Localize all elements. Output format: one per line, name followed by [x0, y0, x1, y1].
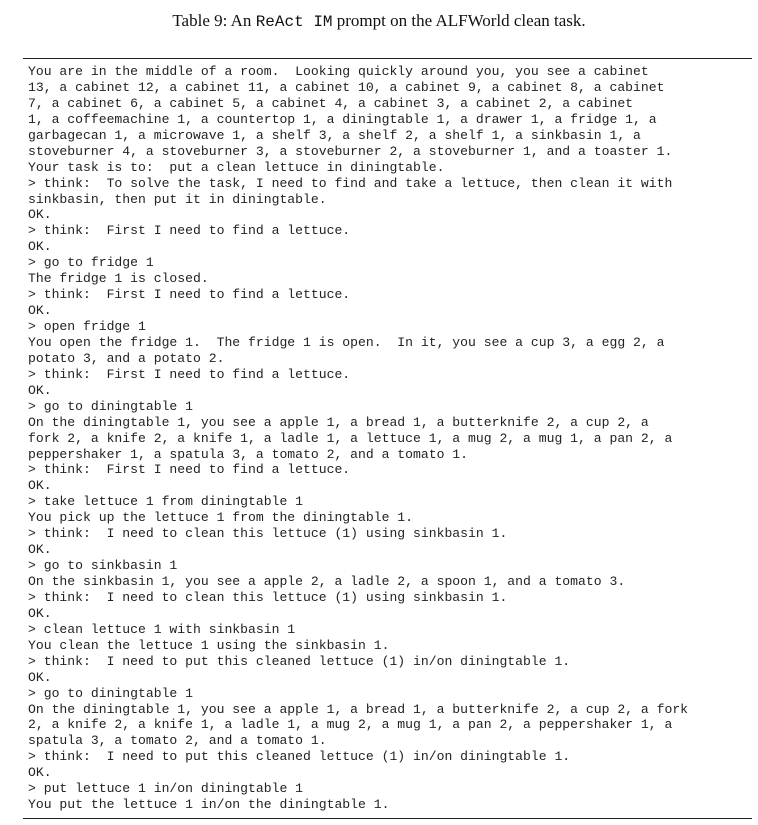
transcript-line: > think: First I need to find a lettuce. [28, 223, 351, 239]
caption-im: IM [313, 13, 333, 31]
bottom-rule [23, 818, 752, 819]
transcript-line: stoveburner 4, a stoveburner 3, a stoveburner 2, a stoveburner 1, and a toaster 1. [28, 143, 673, 159]
transcript-line: You open the fridge 1. The fridge 1 is open. In it, you see a cup 3, a egg 2, a [28, 334, 665, 350]
transcript-line: > think: I need to clean this lettuce (1) using sinkbasin 1. [28, 526, 508, 542]
transcript-line: > go to sinkbasin 1 [28, 558, 178, 574]
transcript-line: > think: I need to put this cleaned lettuce (1) in/on diningtable 1. [28, 653, 571, 669]
transcript-line: 2, a knife 2, a knife 1, a ladle 1, a mug 2, a mug 1, a pan 2, a peppershaker 1, a [28, 717, 673, 733]
top-rule [23, 58, 752, 59]
caption-react: ReAct [255, 13, 304, 31]
prompt-transcript [28, 64, 752, 813]
transcript-line: > put lettuce 1 in/on diningtable 1 [28, 781, 304, 797]
transcript-line: peppershaker 1, a spatula 3, a tomato 2, and a tomato 1. [28, 446, 469, 462]
transcript-line: You pick up the lettuce 1 from the diningtable 1. [28, 510, 414, 526]
transcript-line: > take lettuce 1 from diningtable 1 [28, 494, 304, 510]
transcript-line: > open fridge 1 [28, 319, 146, 334]
transcript-line: 13, a cabinet 12, a cabinet 11, a cabinet 10, a cabinet 9, a cabinet 8, a cabinet [28, 79, 665, 95]
transcript-line: Your task is to: put a clean lettuce in diningtable. [28, 159, 445, 175]
table-caption [0, 11, 758, 31]
transcript-line: OK. [28, 542, 52, 558]
caption-suffix: prompt on the ALFWorld clean task. [332, 11, 586, 30]
transcript-line: On the diningtable 1, you see a apple 1, a bread 1, a butterknife 2, a cup 2, a fork [28, 701, 689, 717]
transcript-line: You are in the middle of a room. Looking quickly around you, you see a cabinet [28, 64, 649, 79]
transcript-line: > go to diningtable 1 [28, 398, 194, 414]
transcript-line: potato 3, and a potato 2. [28, 350, 225, 366]
transcript-line: sinkbasin, then put it in diningtable. [28, 191, 327, 207]
transcript-line: OK. [28, 765, 52, 781]
caption-prefix: Table 9: An [172, 11, 256, 30]
transcript-line: > think: To solve the task, I need to find and take a lettuce, then clean it with [28, 175, 673, 191]
transcript-line: fork 2, a knife 2, a knife 1, a ladle 1, a lettuce 1, a mug 2, a mug 1, a pan 2, a [28, 430, 673, 446]
caption-spacer [304, 13, 314, 31]
transcript-line: OK. [28, 669, 52, 685]
transcript-line: On the sinkbasin 1, you see a apple 2, a ladle 2, a spoon 1, and a tomato 3. [28, 574, 626, 589]
transcript-line: > go to diningtable 1 [28, 685, 194, 701]
transcript-line: OK. [28, 239, 52, 255]
transcript-line: > think: First I need to find a lettuce. [28, 287, 351, 303]
transcript-line: On the diningtable 1, you see a apple 1, a bread 1, a butterknife 2, a cup 2, a [28, 414, 649, 430]
transcript-line: OK. [28, 478, 52, 494]
transcript-line: OK. [28, 207, 52, 223]
transcript-line: > think: I need to put this cleaned lettuce (1) in/on diningtable 1. [28, 749, 571, 765]
transcript-line: The fridge 1 is closed. [28, 271, 209, 287]
transcript-line: OK. [28, 382, 52, 398]
transcript-line: > go to fridge 1 [28, 255, 154, 271]
transcript-line: > think: First I need to find a lettuce. [28, 366, 351, 382]
transcript-line: spatula 3, a tomato 2, and a tomato 1. [28, 733, 327, 749]
transcript-line: > clean lettuce 1 with sinkbasin 1 [28, 621, 296, 637]
transcript-line: 1, a coffeemachine 1, a countertop 1, a diningtable 1, a drawer 1, a fridge 1, a [28, 111, 657, 127]
transcript-line: 7, a cabinet 6, a cabinet 5, a cabinet 4, a cabinet 3, a cabinet 2, a cabinet [28, 95, 634, 111]
transcript-line: You clean the lettuce 1 using the sinkbasin 1. [28, 637, 390, 653]
transcript-line: > think: First I need to find a lettuce. [28, 462, 351, 478]
transcript-line: > think: I need to clean this lettuce (1) using sinkbasin 1. [28, 589, 508, 605]
transcript-line: garbagecan 1, a microwave 1, a shelf 3, a shelf 2, a shelf 1, a sinkbasin 1, a [28, 127, 641, 143]
transcript-line: OK. [28, 605, 52, 621]
transcript-line: You put the lettuce 1 in/on the diningtable 1. [28, 797, 390, 813]
transcript-line: OK. [28, 303, 52, 319]
